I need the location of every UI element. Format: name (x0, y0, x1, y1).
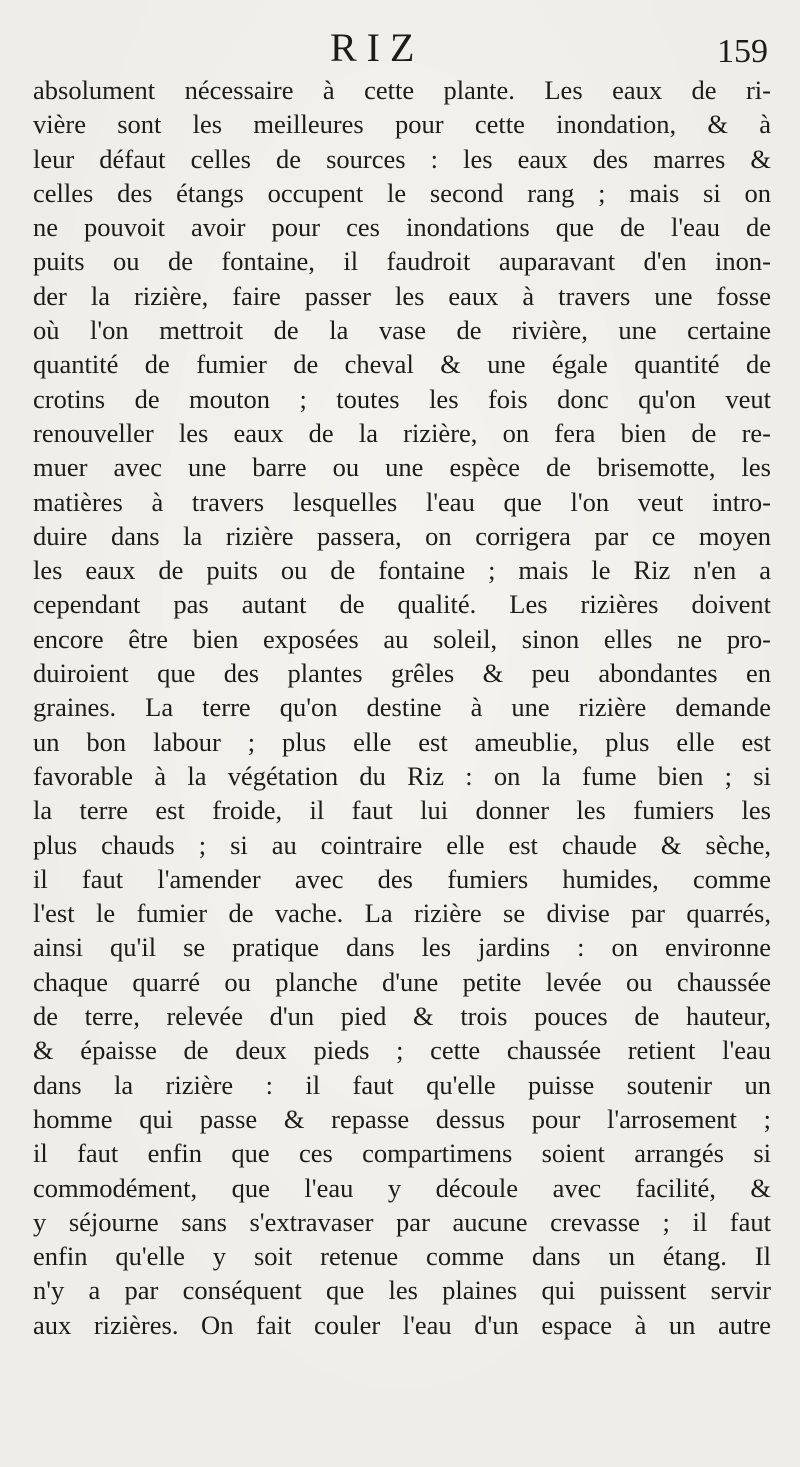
page-number: 159 (717, 33, 768, 70)
text-line: vière sont les meilleures pour cette inondation, & à (33, 109, 771, 140)
text-line: n'y a par conséquent que les plaines qui puissent servir (33, 1275, 771, 1306)
text-line: les eaux de puits ou de fontaine ; mais le Riz n'en a (33, 555, 771, 586)
running-title: RIZ (330, 25, 425, 70)
text-line: ainsi qu'il se pratique dans les jardins : on environne (33, 932, 771, 963)
text-line: absolument nécessaire à cette plante. Les eaux de ri- (33, 75, 771, 105)
text-line: homme qui passe & repasse dessus pour l'arrosement ; (33, 1103, 771, 1134)
text-line: muer avec une barre ou une espèce de brisemotte, les (33, 452, 771, 483)
text-line: y séjourne sans s'extravaser par aucune crevasse ; il faut (33, 1206, 771, 1237)
text-line: un bon labour ; plus elle est ameublie, plus elle est (33, 726, 771, 757)
text-line: duiroient que des plantes grêles & peu abondantes en (33, 658, 771, 689)
text-line: graines. La terre qu'on destine à une rizière demande (33, 692, 771, 723)
page-header (0, 26, 800, 70)
text-line: crotins de mouton ; toutes les fois donc qu'on veut (33, 383, 771, 414)
text-line: matières à travers lesquelles l'eau que l'on veut intro- (33, 486, 771, 517)
text-line: dans la rizière : il faut qu'elle puisse soutenir un (33, 1069, 771, 1100)
text-line: leur défaut celles de sources : les eaux des marres & (33, 143, 771, 174)
text-line: aux rizières. On fait couler l'eau d'un espace à un autre (33, 1309, 771, 1340)
text-line: der la rizière, faire passer les eaux à travers une fosse (33, 280, 771, 311)
body-text (33, 73, 771, 1342)
text-line: plus chauds ; si au cointraire elle est chaude & sèche, (33, 829, 771, 860)
text-line: la terre est froide, il faut lui donner les fumiers les (33, 795, 771, 826)
text-line: puits ou de fontaine, il faudroit auparavant d'en inon- (33, 246, 771, 277)
text-line: enfin qu'elle y soit retenue comme dans un étang. Il (33, 1241, 771, 1272)
text-line: & épaisse de deux pieds ; cette chaussée retient l'eau (33, 1035, 771, 1066)
text-line: cependant pas autant de qualité. Les rizières doivent (33, 589, 771, 620)
text-line: ne pouvoit avoir pour ces inondations que de l'eau de (33, 212, 771, 243)
text-line: favorable à la végétation du Riz : on la fume bien ; si (33, 760, 771, 791)
text-line: quantité de fumier de cheval & une égale quantité de (33, 349, 771, 380)
text-line: duire dans la rizière passera, on corrigera par ce moyen (33, 520, 771, 551)
text-line: celles des étangs occupent le second rang ; mais si on (33, 177, 771, 208)
text-line: il faut enfin que ces compartimens soient arrangés si (33, 1138, 771, 1169)
text-line: l'est le fumier de vache. La rizière se divise par quarrés, (33, 898, 771, 929)
text-line: où l'on mettroit de la vase de rivière, une certaine (33, 315, 771, 346)
text-line: il faut l'amender avec des fumiers humides, comme (33, 863, 771, 894)
text-line: commodément, que l'eau y découle avec facilité, & (33, 1172, 771, 1203)
text-line: encore être bien exposées au soleil, sinon elles ne pro- (33, 623, 771, 654)
text-line: de terre, relevée d'un pied & trois pouces de hauteur, (33, 1001, 771, 1032)
text-line: renouveller les eaux de la rizière, on fera bien de re- (33, 417, 771, 448)
text-line: chaque quarré ou planche d'une petite levée ou chaussée (33, 966, 771, 997)
